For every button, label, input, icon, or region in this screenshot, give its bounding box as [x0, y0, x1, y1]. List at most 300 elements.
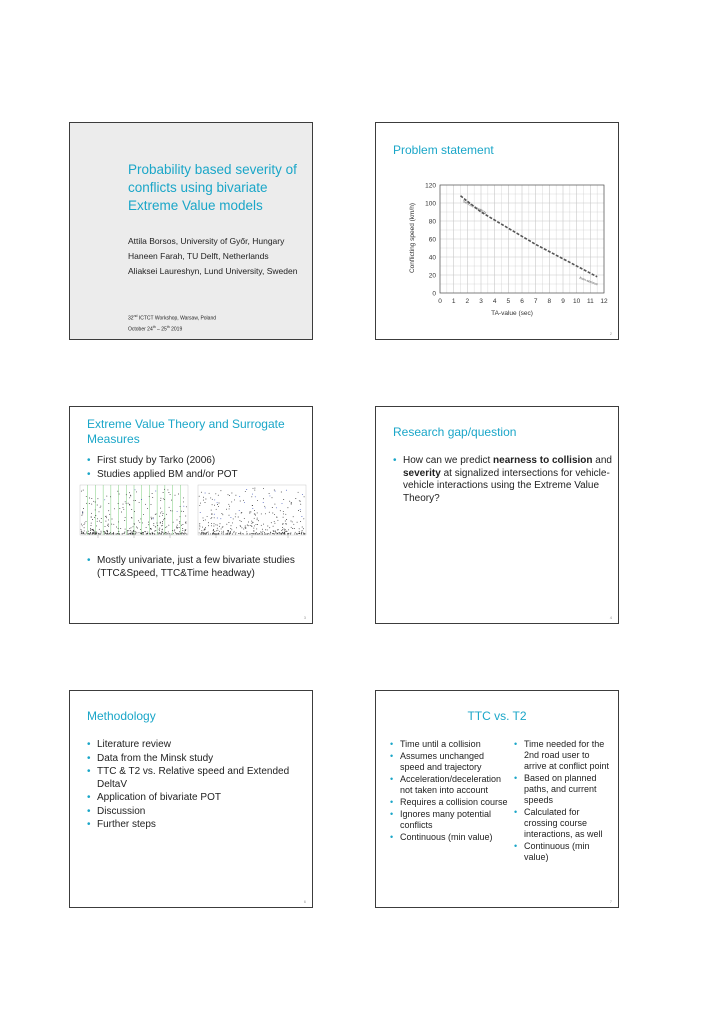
- scatter-point: [185, 523, 186, 524]
- scatter-point: [98, 533, 99, 534]
- scatter-point: [149, 533, 150, 534]
- scatter-point: [297, 522, 298, 523]
- scatter-point: [255, 496, 256, 497]
- scatter-point: [276, 533, 277, 534]
- scatter-point: [143, 514, 144, 515]
- scatter-point: [231, 525, 232, 526]
- bullet: • Application of bivariate POT: [87, 792, 312, 805]
- scatter-point: [269, 495, 270, 496]
- scatter-point: [249, 534, 250, 535]
- scatter-point: [288, 533, 289, 534]
- scatter-point: [81, 529, 82, 530]
- scatter-point: [282, 503, 283, 504]
- scatter-point: [218, 534, 219, 535]
- ta-speed-chart: [404, 175, 616, 325]
- scatter-point: [125, 501, 126, 502]
- scatter-point: [159, 529, 160, 530]
- scatter-point: [183, 511, 184, 512]
- scatter-point: [250, 533, 251, 534]
- scatter-point: [277, 529, 278, 530]
- scatter-point: [161, 531, 162, 532]
- scatter-point: [82, 525, 83, 526]
- scatter-point: [133, 531, 134, 532]
- scatter-point: [91, 517, 92, 518]
- scatter-point: [300, 501, 301, 502]
- scatter-point: [103, 531, 104, 532]
- scatter-point: [109, 533, 110, 534]
- scatter-point: [172, 530, 173, 531]
- scatter-point: [160, 523, 161, 524]
- scatter-point: [211, 514, 212, 515]
- scatter-point: [175, 495, 176, 496]
- scatter-point: [133, 526, 134, 527]
- scatter-point: [107, 532, 108, 533]
- scatter-point: [208, 534, 209, 535]
- scatter-point: [131, 509, 132, 510]
- scatter-point: [169, 507, 170, 508]
- scatter-point: [283, 499, 284, 500]
- scatter-point: [164, 518, 165, 519]
- scatter-point: [181, 511, 182, 512]
- page-number: 3: [303, 615, 306, 620]
- scatter-point: [213, 526, 214, 527]
- scatter-point: [257, 512, 258, 513]
- scatter-point: [118, 521, 119, 522]
- scatter-point: [177, 527, 178, 528]
- scatter-point: [211, 510, 212, 511]
- scatter-point: [126, 494, 127, 495]
- scatter-point: [142, 533, 143, 534]
- scatter-point: [114, 508, 115, 509]
- scatter-point: [233, 532, 234, 533]
- scatter-point: [272, 507, 273, 508]
- scatter-point: [123, 509, 124, 510]
- bullet: • Assumes unchanged speed and trajectory: [390, 751, 508, 773]
- scatter-point: [254, 488, 255, 489]
- presentation-title: Probability based severity of conflicts using bivariate Extreme Value models: [128, 162, 297, 213]
- t2-column: [514, 739, 614, 864]
- scatter-point: [301, 534, 302, 535]
- scatter-point: [130, 533, 131, 534]
- scatter-point: [279, 533, 280, 534]
- scatter-point: [159, 530, 160, 531]
- scatter-point: [134, 523, 135, 524]
- scatter-point: [171, 534, 172, 535]
- scatter-point: [219, 526, 220, 527]
- scatter-point: [118, 533, 119, 534]
- scatter-point: [257, 533, 258, 534]
- scatter-point: [108, 524, 109, 525]
- scatter-point: [283, 533, 284, 534]
- scatter-point: [177, 519, 178, 520]
- scatter-point: [263, 488, 264, 489]
- scatter-point: [107, 533, 108, 534]
- scatter-point: [278, 533, 279, 534]
- scatter-point: [247, 525, 248, 526]
- scatter-point: [92, 519, 93, 520]
- scatter-point: [118, 528, 119, 529]
- scatter-point: [272, 513, 273, 514]
- scatter-point: [304, 496, 305, 497]
- scatter-point: [84, 527, 85, 528]
- x-tick-label: 3: [479, 298, 483, 305]
- scatter-point: [208, 525, 209, 526]
- scatter-point: [205, 493, 206, 494]
- scatter-point: [240, 533, 241, 534]
- scatter-point: [101, 522, 102, 523]
- scatter-point: [163, 492, 164, 493]
- scatter-point: [284, 528, 285, 529]
- scatter-point: [185, 522, 186, 523]
- scatter-point: [116, 527, 117, 528]
- bullet: • First study by Tarko (2006): [87, 455, 307, 468]
- scatter-point: [235, 534, 236, 535]
- scatter-point: [231, 529, 232, 530]
- bullet: • Studies applied BM and/or POT: [87, 469, 307, 482]
- scatter-point: [111, 524, 112, 525]
- scatter-point: [160, 500, 161, 501]
- scatter-point: [139, 522, 140, 523]
- scatter-point: [86, 496, 87, 497]
- scatter-point: [125, 517, 126, 518]
- scatter-point: [280, 534, 281, 535]
- scatter-point: [179, 527, 180, 528]
- scatter-point: [233, 518, 234, 519]
- scatter-point: [174, 530, 175, 531]
- scatter-point: [166, 533, 167, 534]
- x-tick-label: 12: [600, 298, 608, 305]
- scatter-point: [281, 492, 282, 493]
- scatter-point: [134, 524, 135, 525]
- y-tick-label: 40: [428, 254, 436, 262]
- scatter-point: [91, 525, 92, 526]
- scatter-point: [138, 520, 139, 521]
- scatter-point: [263, 502, 264, 503]
- scatter-point: [161, 525, 162, 526]
- scatter-point: [163, 513, 164, 514]
- scatter-point: [133, 500, 134, 501]
- scatter-point: [107, 531, 108, 532]
- x-tick-label: 4: [492, 298, 497, 305]
- scatter-point: [157, 523, 158, 524]
- scatter-point: [107, 530, 108, 531]
- scatter-point: [214, 499, 215, 500]
- scatter-point: [168, 531, 169, 532]
- scatter-point: [210, 533, 211, 534]
- scatter-point: [131, 527, 132, 528]
- scatter-point: [93, 529, 94, 530]
- scatter-point: [300, 509, 301, 510]
- scatter-point: [235, 495, 236, 496]
- y-axis-label: Conflicting speed (km/h): [409, 202, 416, 274]
- scatter-point: [283, 513, 284, 514]
- scatter-point: [285, 514, 286, 515]
- scatter-point: [291, 521, 292, 522]
- scatter-point: [302, 530, 303, 531]
- scatter-point: [204, 530, 205, 531]
- scatter-point: [179, 523, 180, 524]
- scatter-point: [249, 511, 250, 512]
- scatter-point: [283, 523, 284, 524]
- scatter-point: [267, 534, 268, 535]
- scatter-point: [83, 490, 84, 491]
- scatter-point: [252, 508, 253, 509]
- scatter-point: [276, 517, 277, 518]
- scatter-point: [254, 513, 255, 514]
- scatter-point: [155, 526, 156, 527]
- scatter-point: [257, 524, 258, 525]
- scatter-point: [162, 521, 163, 522]
- scatter-point: [174, 529, 175, 530]
- scatter-point: [257, 500, 258, 501]
- scatter-point: [274, 490, 275, 491]
- slide-title-text: TTC vs. T2: [467, 709, 527, 723]
- scatter-point: [284, 533, 285, 534]
- scatter-point: [230, 533, 231, 534]
- scatter-point: [147, 533, 148, 534]
- scatter-point: [236, 527, 237, 528]
- scatter-point: [228, 532, 229, 533]
- scatter-point: [282, 532, 283, 533]
- scatter-point: [208, 532, 209, 533]
- scatter-point: [118, 531, 119, 532]
- scatter-point: [273, 531, 274, 532]
- scatter-point: [81, 533, 82, 534]
- scatter-point: [160, 522, 161, 523]
- scatter-point: [257, 518, 258, 519]
- event-info: 32nd ICTCT Workshop, Warsaw, Poland October 24th – 25th 2019: [128, 314, 217, 333]
- scatter-point: [162, 529, 163, 530]
- scatter-point: [164, 499, 165, 500]
- scatter-point: [262, 534, 263, 535]
- scatter-point: [81, 532, 82, 533]
- scatter-point: [201, 533, 202, 534]
- bullet: • TTC & T2 vs. Relative speed and Extended DeltaV: [87, 766, 312, 791]
- scatter-point: [170, 494, 171, 495]
- scatter-point: [241, 521, 242, 522]
- scatter-point: [93, 532, 94, 533]
- scatter-point: [207, 532, 208, 533]
- slide-title-text: Methodology: [87, 709, 156, 723]
- scatter-point: [247, 534, 248, 535]
- scatter-point: [126, 503, 127, 504]
- scatter-point: [238, 517, 239, 518]
- scatter-point: [300, 511, 301, 512]
- scatter-point: [166, 514, 167, 515]
- scatter-point: [141, 499, 142, 500]
- scatter-point: [112, 519, 113, 520]
- scatter-point: [109, 514, 110, 515]
- scatter-point: [106, 496, 107, 497]
- scatter-point: [214, 514, 215, 515]
- scatter-point: [107, 525, 108, 526]
- scatter-point: [161, 532, 162, 533]
- scatter-point: [180, 516, 181, 517]
- scatter-point: [303, 534, 304, 535]
- scatter-point: [183, 497, 184, 498]
- scatter-point: [235, 516, 236, 517]
- scatter-point: [149, 496, 150, 497]
- scatter-point: [274, 523, 275, 524]
- x-axis-label: TA-value (sec): [491, 310, 533, 317]
- scatter-point: [204, 533, 205, 534]
- x-tick-label: 11: [586, 298, 594, 305]
- scatter-point: [201, 530, 202, 531]
- scatter-point: [205, 519, 206, 520]
- scatter-point: [279, 532, 280, 533]
- scatter-point: [199, 526, 200, 527]
- scatter-point: [117, 534, 118, 535]
- scatter-point: [89, 498, 90, 499]
- scatter-point: [221, 531, 222, 532]
- author-1: Attila Borsos, University of Győr, Hungary: [128, 236, 285, 246]
- scatter-point: [215, 493, 216, 494]
- scatter-point: [298, 492, 299, 493]
- scatter-point: [91, 513, 92, 514]
- x-tick-label: 0: [438, 298, 442, 305]
- scatter-point: [90, 529, 91, 530]
- methodology-list: [87, 739, 312, 833]
- scatter-point: [182, 524, 183, 525]
- scatter-point: [261, 525, 262, 526]
- scatter-point: [183, 501, 184, 502]
- scatter-point: [81, 531, 82, 532]
- scatter-point: [267, 529, 268, 530]
- scatter-point: [185, 516, 186, 517]
- scatter-point: [127, 534, 128, 535]
- scatter-point: [255, 533, 256, 534]
- bullet: • Mostly univariate, just a few bivariate studies (TTC&Speed, TTC&Time headway): [87, 555, 312, 580]
- scatter-point: [295, 532, 296, 533]
- scatter-point: [183, 506, 184, 507]
- scatter-point: [127, 530, 128, 531]
- scatter-point: [209, 493, 210, 494]
- scatter-point: [269, 493, 270, 494]
- scatter-point: [301, 516, 302, 517]
- scatter-point: [204, 529, 205, 530]
- scatter-point: [143, 534, 144, 535]
- scatter-point: [211, 525, 212, 526]
- scatter-point: [152, 493, 153, 494]
- scatter-point: [212, 504, 213, 505]
- bullet: • Requires a collision course: [390, 797, 508, 808]
- scatter-point: [97, 521, 98, 522]
- scatter-point: [253, 533, 254, 534]
- scatter-point: [86, 521, 87, 522]
- scatter-point: [108, 534, 109, 535]
- scatter-point: [82, 511, 83, 512]
- scatter-point: [181, 525, 182, 526]
- bullet: • Ignores many potential conflicts: [390, 809, 508, 831]
- scatter-point: [136, 491, 137, 492]
- scatter-point: [235, 513, 236, 514]
- scatter-point: [252, 505, 253, 506]
- scatter-point: [86, 532, 87, 533]
- scatter-point: [171, 500, 172, 501]
- scatter-point: [148, 524, 149, 525]
- scatter-point: [238, 533, 239, 534]
- scatter-point: [264, 532, 265, 533]
- scatter-point: [97, 498, 98, 499]
- scatter-point: [133, 530, 134, 531]
- slide-research-gap: [375, 406, 619, 624]
- scatter-point: [199, 528, 200, 529]
- scatter-point: [253, 528, 254, 529]
- scatter-point: [127, 532, 128, 533]
- scatter-point: [221, 513, 222, 514]
- scatter-point: [284, 532, 285, 533]
- scatter-point: [99, 534, 100, 535]
- scatter-point: [199, 505, 200, 506]
- scatter-point: [153, 523, 154, 524]
- scatter-point: [164, 489, 165, 490]
- scatter-point: [228, 494, 229, 495]
- scatter-point: [217, 530, 218, 531]
- scatter-point: [199, 523, 200, 524]
- scatter-point: [234, 531, 235, 532]
- scatter-point: [83, 533, 84, 534]
- scatter-point: [299, 500, 300, 501]
- scatter-point: [244, 518, 245, 519]
- scatter-point: [113, 532, 114, 533]
- scatter-point: [99, 511, 100, 512]
- scatter-point: [211, 523, 212, 524]
- scatter-point: [221, 533, 222, 534]
- scatter-point: [99, 521, 100, 522]
- scatter-point: [217, 502, 218, 503]
- scatter-point: [162, 523, 163, 524]
- scatter-point: [219, 503, 220, 504]
- bullet: • Data from the Minsk study: [87, 753, 312, 766]
- bullet: • Further steps: [87, 819, 312, 832]
- scatter-point: [239, 496, 240, 497]
- scatter-point: [154, 534, 155, 535]
- scatter-point: [137, 528, 138, 529]
- scatter-point: [89, 503, 90, 504]
- scatter-point: [282, 524, 283, 525]
- page-number: 6: [303, 899, 306, 904]
- scatter-point: [256, 532, 257, 533]
- scatter-point: [147, 508, 148, 509]
- scatter-point: [123, 533, 124, 534]
- scatter-point: [82, 513, 83, 514]
- scatter-point: [211, 518, 212, 519]
- x-tick-label: 7: [533, 298, 538, 305]
- scatter-point: [169, 533, 170, 534]
- scatter-point: [271, 522, 272, 523]
- scatter-point: [157, 532, 158, 533]
- scatter-point: [108, 526, 109, 527]
- scatter-point: [182, 528, 183, 529]
- scatter-point: [220, 490, 221, 491]
- scatter-point: [177, 533, 178, 534]
- scatter-point: [251, 521, 252, 522]
- scatter-point: [304, 533, 305, 534]
- scatter-point: [124, 531, 125, 532]
- scatter-point: [206, 532, 207, 533]
- scatter-point: [268, 533, 269, 534]
- y-tick-label: 20: [428, 272, 436, 280]
- scatter-point: [148, 522, 149, 523]
- scatter-point: [178, 533, 179, 534]
- scatter-point: [125, 529, 126, 530]
- scatter-point: [269, 527, 270, 528]
- scatter-point: [276, 507, 277, 508]
- scatter-point: [96, 533, 97, 534]
- scatter-point: [155, 491, 156, 492]
- scatter-point: [242, 533, 243, 534]
- scatter-point: [213, 529, 214, 530]
